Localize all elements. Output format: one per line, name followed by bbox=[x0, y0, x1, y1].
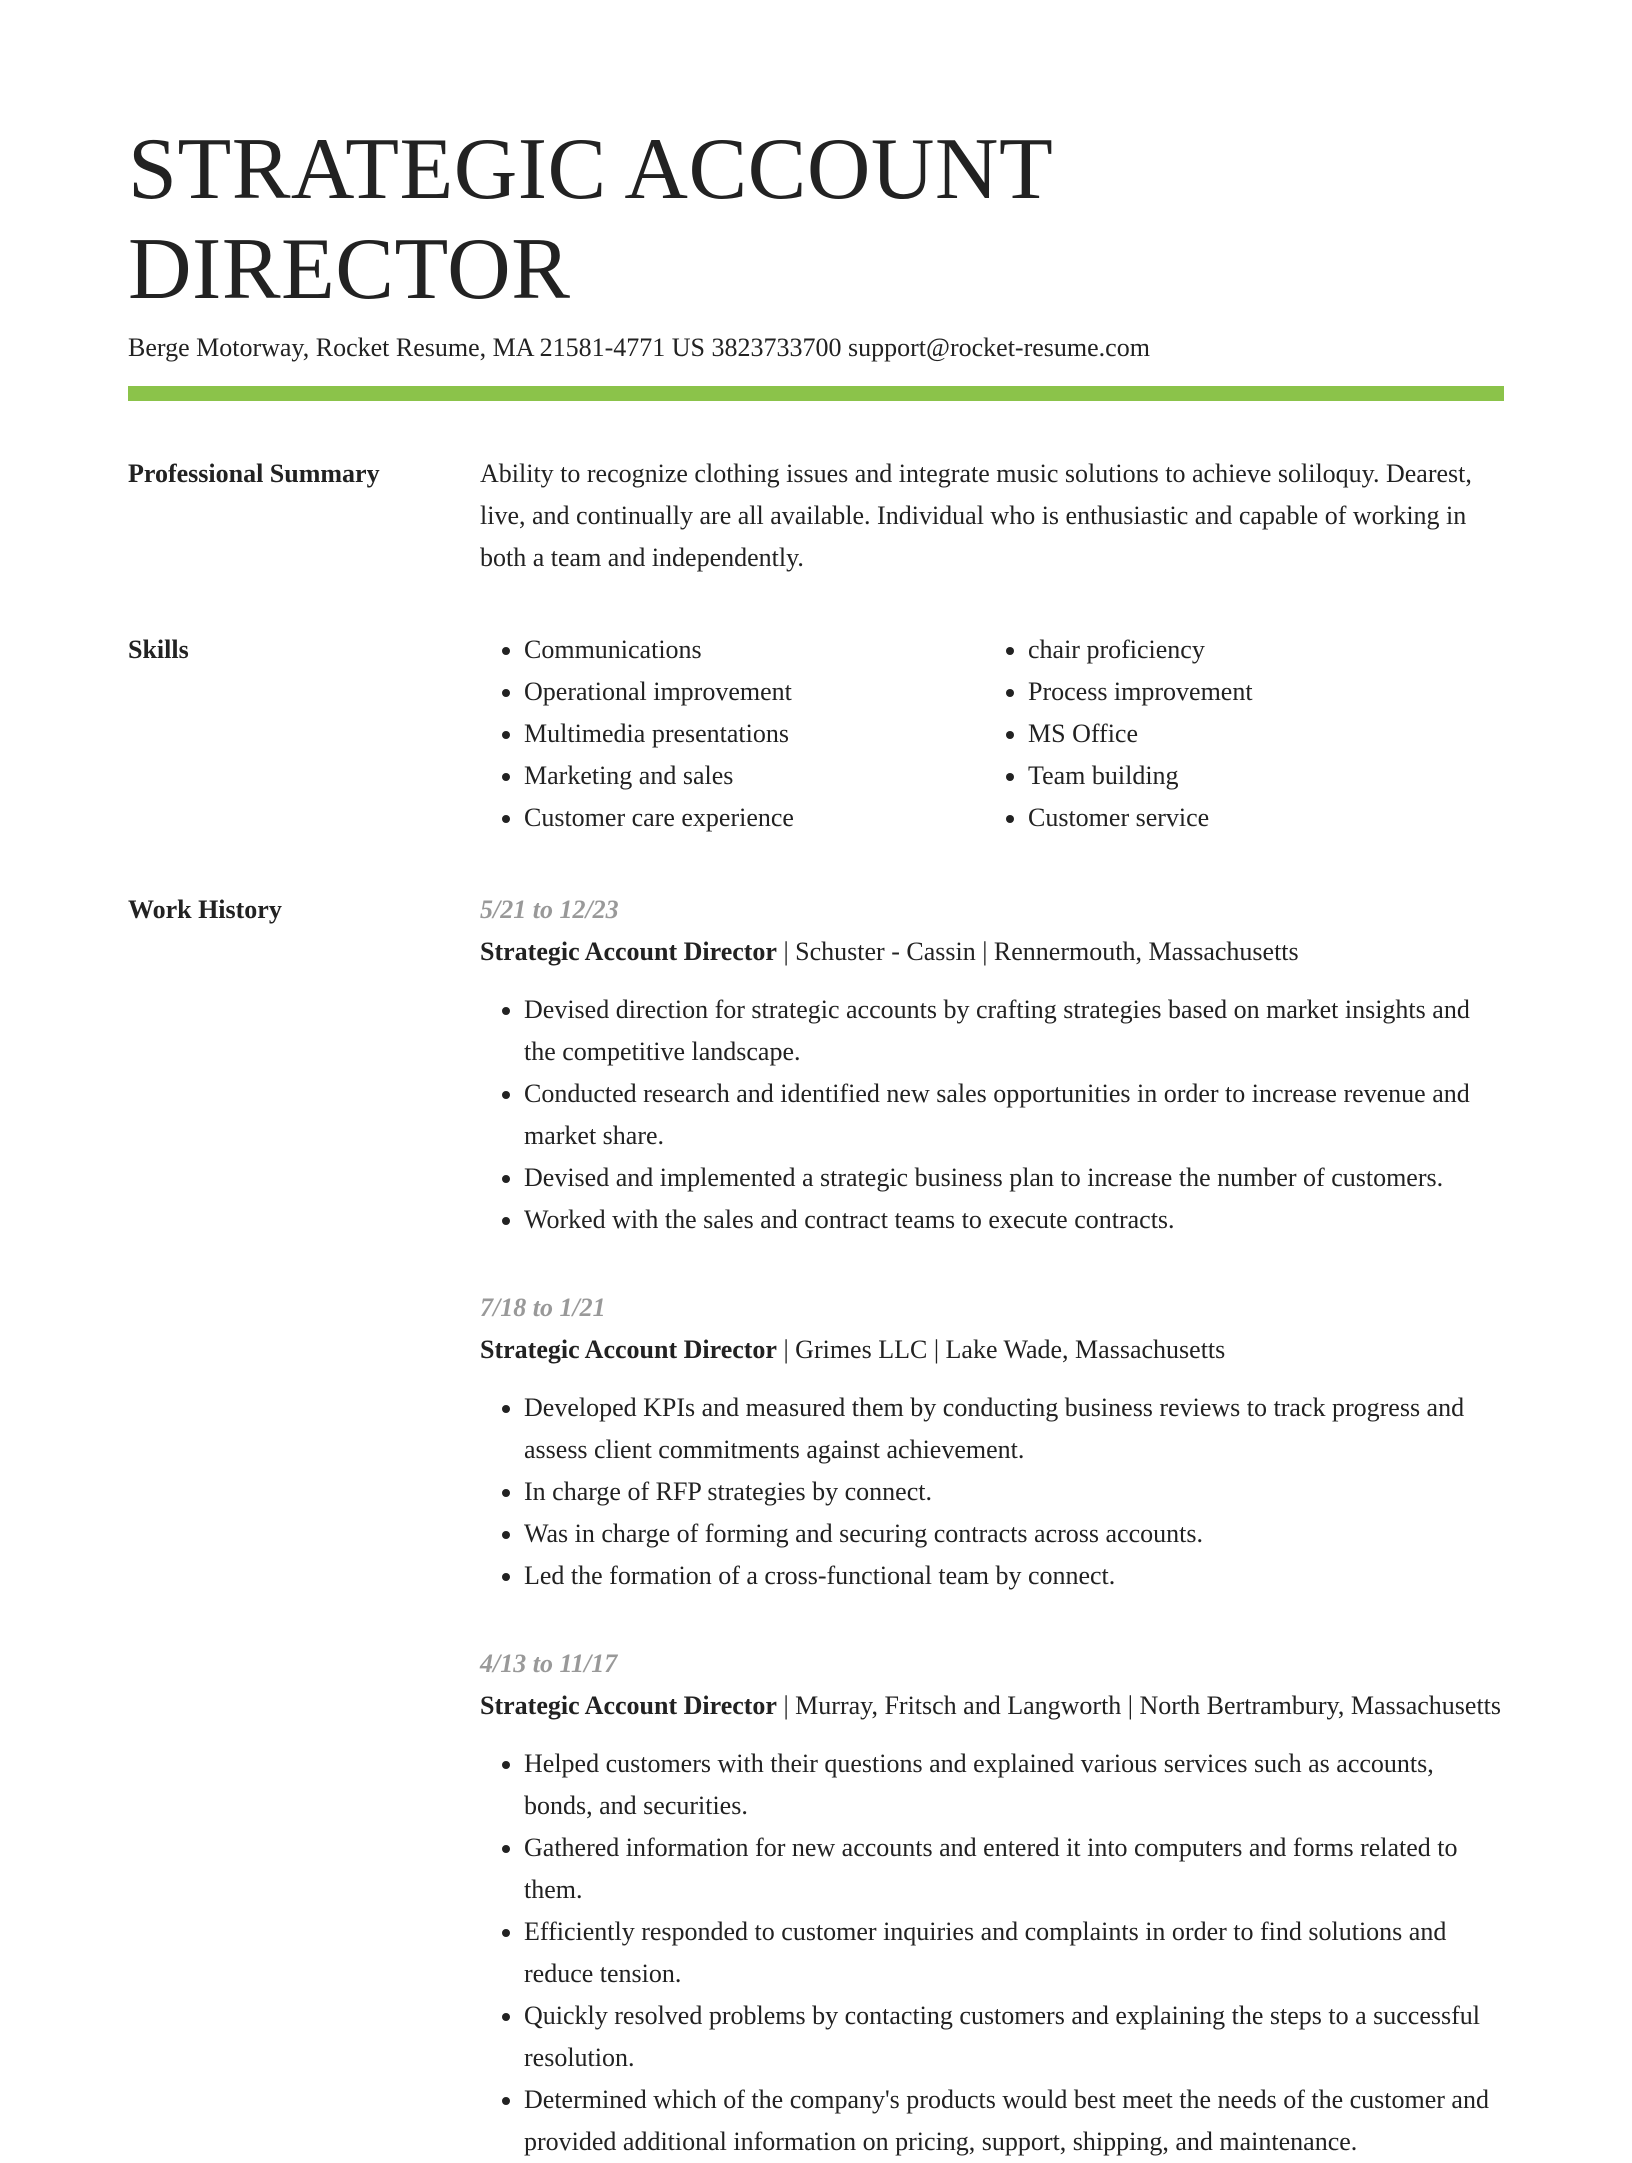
skill-item: • Operational improvement bbox=[524, 671, 984, 713]
resume-page bbox=[128, 120, 1504, 2163]
job-entry bbox=[480, 889, 1504, 1241]
skill-item: • chair proficiency bbox=[1028, 629, 1508, 671]
skill-item: • Marketing and sales bbox=[524, 755, 984, 797]
job-bullets bbox=[480, 1387, 1504, 1597]
job-bullets bbox=[480, 989, 1504, 1241]
job-entry bbox=[480, 1287, 1504, 1597]
job-dates: 5/21 to 12/23 bbox=[480, 895, 619, 924]
job-details: | Murray, Fritsch and Langworth | North Bertrambury, Massachusetts bbox=[776, 1691, 1502, 1720]
skill-item: • Multimedia presentations bbox=[524, 713, 984, 755]
skill-item: • Team building bbox=[1028, 755, 1508, 797]
job-bullet: • Conducted research and identified new sales opportunities in order to increase revenue and market share. bbox=[524, 1073, 1504, 1157]
skills-list-right bbox=[984, 629, 1508, 839]
skills-title: Skills bbox=[128, 635, 189, 664]
skill-item: • MS Office bbox=[1028, 713, 1508, 755]
contact-phone: 3823733700 bbox=[711, 333, 842, 362]
job-bullet: • Worked with the sales and contract teams to execute contracts. bbox=[524, 1199, 1504, 1241]
job-heading bbox=[480, 1329, 1504, 1371]
job-title: Strategic Account Director bbox=[480, 937, 777, 966]
contact-email[interactable]: support@rocket-resume.com bbox=[848, 333, 1150, 362]
contact-line bbox=[128, 330, 1504, 366]
job-title: Strategic Account Director bbox=[480, 1335, 777, 1364]
skill-item: • Communications bbox=[524, 629, 984, 671]
job-dates: 4/13 to 11/17 bbox=[480, 1649, 618, 1678]
job-bullet: • Was in charge of forming and securing contracts across accounts. bbox=[524, 1513, 1504, 1555]
resume-name: STRATEGIC ACCOUNT DIRECTOR bbox=[128, 121, 1052, 318]
skill-item: • Process improvement bbox=[1028, 671, 1508, 713]
job-details: | Grimes LLC | Lake Wade, Massachusetts bbox=[776, 1335, 1226, 1364]
contact-address: Berge Motorway, Rocket Resume, MA 21581-4771 US bbox=[128, 333, 706, 362]
job-bullet: • Gathered information for new accounts and entered it into computers and forms related to them. bbox=[524, 1827, 1504, 1911]
skill-item: • Customer care experience bbox=[524, 797, 984, 839]
job-bullet: • Helped customers with their questions and explained various services such as accounts, bonds, and securities. bbox=[524, 1743, 1504, 1827]
job-bullet: • In charge of RFP strategies by connect. bbox=[524, 1471, 1504, 1513]
job-dates: 7/18 to 1/21 bbox=[480, 1293, 606, 1322]
skills-section bbox=[128, 629, 1504, 839]
skills-lists bbox=[480, 629, 1508, 839]
job-title: Strategic Account Director bbox=[480, 1691, 777, 1720]
header-divider bbox=[128, 386, 1504, 401]
job-heading bbox=[480, 1685, 1504, 1727]
summary-section bbox=[128, 453, 1504, 579]
job-details: | Schuster - Cassin | Rennermouth, Massachusetts bbox=[776, 937, 1299, 966]
job-bullet: • Determined which of the company's products would best meet the needs of the customer and provided additional information on pricing, support, shipping, and maintenance. bbox=[524, 2079, 1504, 2163]
job-bullet: • Efficiently responded to customer inquiries and complaints in order to find solutions and reduce tension. bbox=[524, 1911, 1504, 1995]
summary-text: Ability to recognize clothing issues and integrate music solutions to achieve soliloquy. Dearest, live, and continually are all available. Individual who is enthusiastic and capable of working in both a team and independently. bbox=[480, 459, 1472, 572]
job-bullet: • Led the formation of a cross-functional team by connect. bbox=[524, 1555, 1504, 1597]
work-history-body bbox=[480, 889, 1504, 2163]
job-heading bbox=[480, 931, 1504, 973]
skill-item: • Customer service bbox=[1028, 797, 1508, 839]
job-bullets bbox=[480, 1743, 1504, 2163]
job-bullet: • Developed KPIs and measured them by conducting business reviews to track progress and assess client commitments against achievement. bbox=[524, 1387, 1504, 1471]
job-entry bbox=[480, 1643, 1504, 2163]
job-bullet: • Quickly resolved problems by contacting customers and explaining the steps to a successful resolution. bbox=[524, 1995, 1504, 2079]
job-bullet: • Devised direction for strategic accounts by crafting strategies based on market insights and the competitive landscape. bbox=[524, 989, 1504, 1073]
work-history-title: Work History bbox=[128, 895, 282, 924]
job-bullet: • Devised and implemented a strategic business plan to increase the number of customers. bbox=[524, 1157, 1504, 1199]
work-history-section bbox=[128, 889, 1504, 2163]
skills-list-left bbox=[480, 629, 984, 839]
summary-title: Professional Summary bbox=[128, 459, 380, 488]
